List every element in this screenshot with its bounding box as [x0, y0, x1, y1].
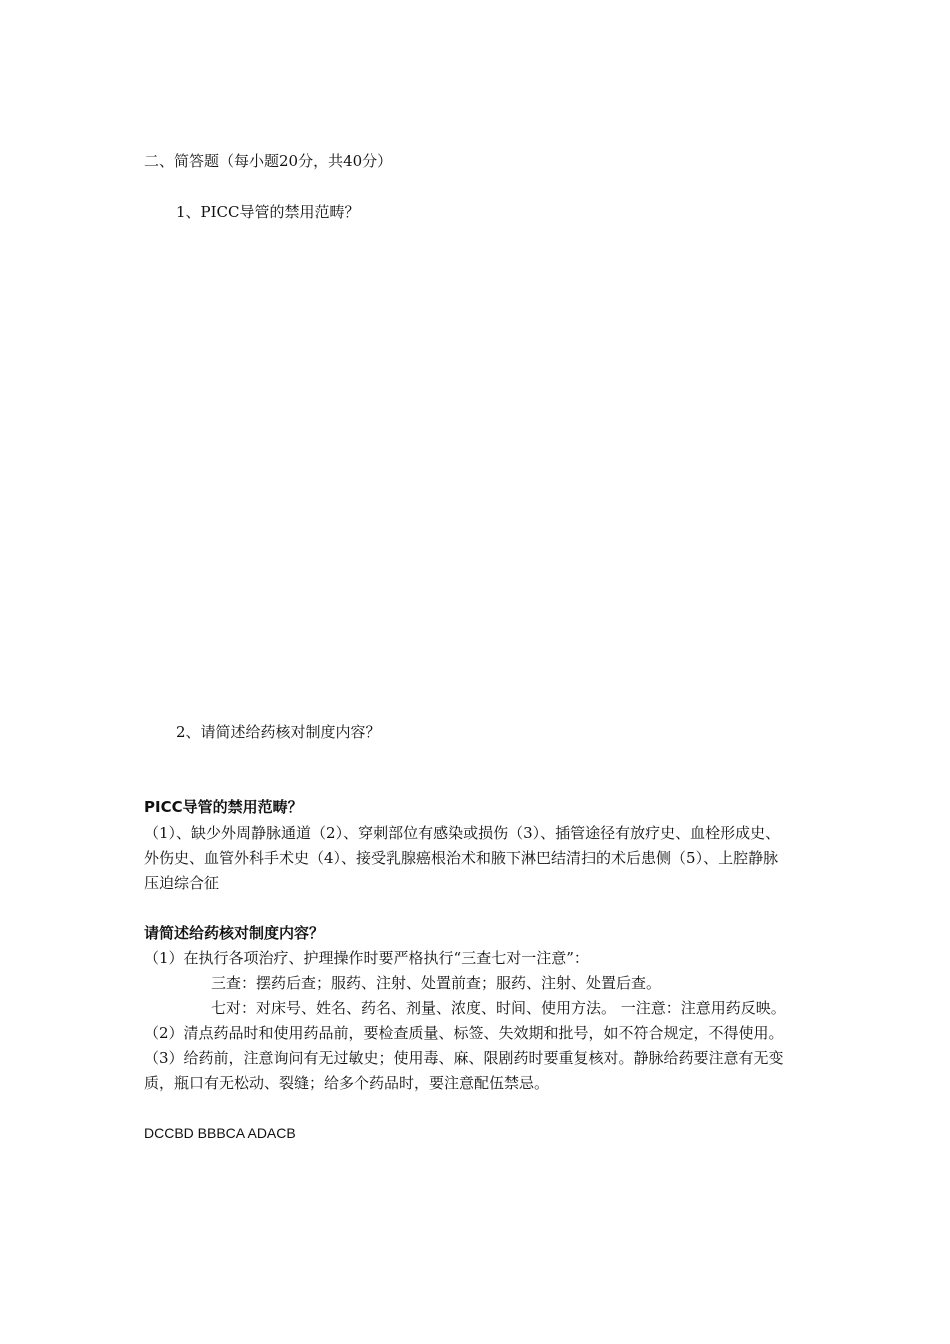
answer-check-item-1-sub-2: 七对：对床号、姓名、药名、剂量、浓度、时间、使用方法。 一注意：注意用药反映。 — [211, 999, 786, 1017]
answer-check-item-1-sub-1: 三查：摆药后查；服药、注射、处置前查；服药、注射、处置后查。 — [211, 974, 662, 992]
answer-key: DCCBD BBBCA ADACB — [144, 1125, 296, 1141]
question-2: 2、请简述给药核对制度内容？ — [176, 723, 381, 741]
answer-check-item-3-line-1: （3）给药前，注意询问有无过敏史；使用毒、麻、限剧药时要重复核对。静脉给药要注意有无变 — [144, 1049, 784, 1067]
answer-check-item-2: （2）清点药品时和使用药品前，要检查质量、标签、失效期和批号，如不符合规定，不得使用。 — [144, 1024, 784, 1042]
answer-picc-title: PICC导管的禁用范畴？ — [144, 798, 303, 816]
answer-picc-line-2: 外伤史、血管外科手术史（4）、接受乳腺癌根治术和腋下淋巴结清扫的术后患侧（5）、上腔静脉 — [144, 849, 779, 867]
section-heading: 二、简答题（每小题20分，共40分） — [144, 152, 393, 170]
answer-picc-line-3: 压迫综合征 — [144, 874, 220, 892]
question-1: 1、PICC导管的禁用范畴？ — [176, 203, 360, 221]
answer-picc-line-1: （1）、缺少外周静脉通道（2）、穿刺部位有感染或损伤（3）、插管途径有放疗史、血栓形成史、 — [144, 824, 781, 842]
answer-check-title: 请简述给药核对制度内容？ — [144, 924, 325, 942]
answer-check-item-1: （1）在执行各项治疗、护理操作时要严格执行“三查七对一注意”： — [144, 949, 589, 967]
answer-check-item-3-line-2: 质，瓶口有无松动、裂缝；给多个药品时，要注意配伍禁忌。 — [144, 1074, 550, 1092]
